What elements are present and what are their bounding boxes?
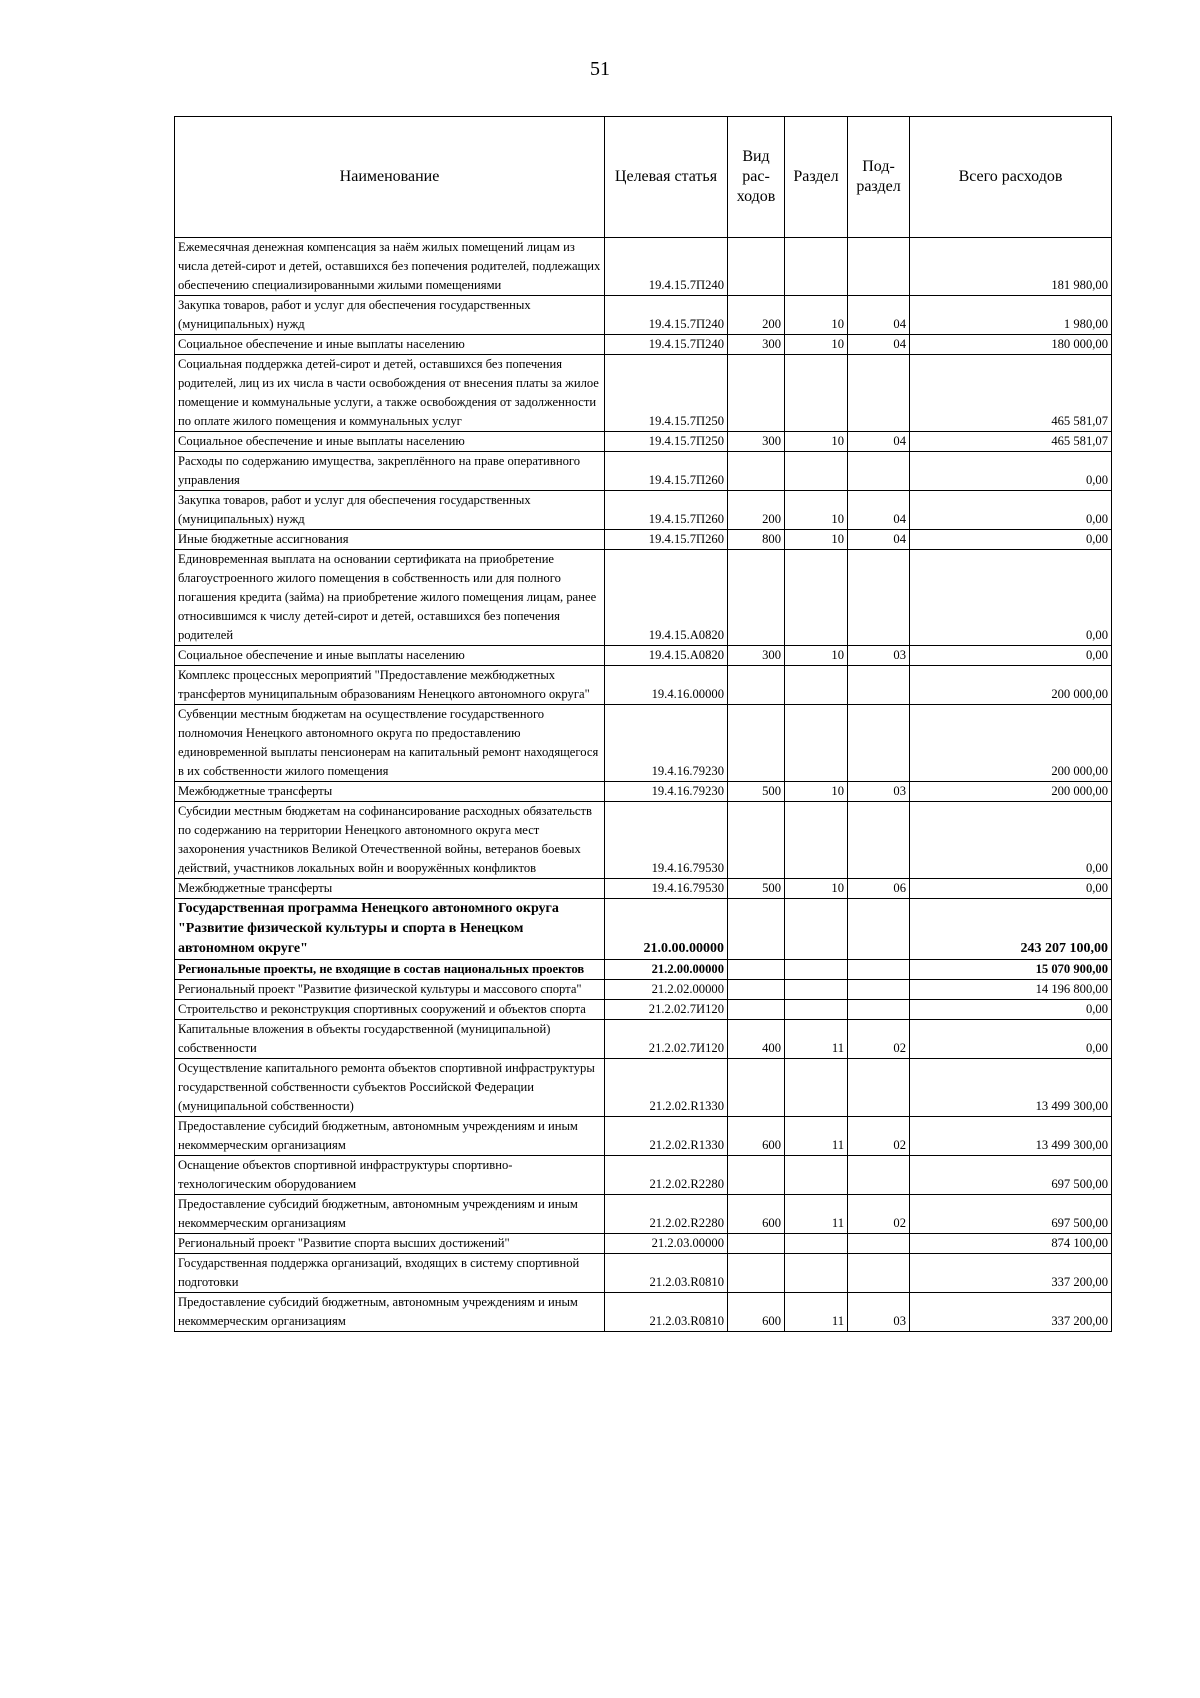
header-section: Раздел bbox=[785, 117, 848, 238]
cell-section: 10 bbox=[785, 432, 848, 452]
cell-subsection bbox=[848, 802, 910, 879]
cell-target: 19.4.15.А0820 bbox=[605, 646, 728, 666]
cell-kind: 600 bbox=[728, 1195, 785, 1234]
cell-kind bbox=[728, 238, 785, 296]
cell-target: 19.4.15.7П240 bbox=[605, 238, 728, 296]
cell-section bbox=[785, 1254, 848, 1293]
table-row bbox=[175, 530, 1112, 550]
cell-name: Субвенции местным бюджетам на осуществление государственного полномочия Ненецкого автономного округа по предоставлению единовременной выплаты пенсионерам на капитальный ремонт находящегося в их собственности жилого помещения bbox=[175, 705, 605, 782]
cell-target: 21.2.02.R1330 bbox=[605, 1059, 728, 1117]
cell-total: 465 581,07 bbox=[910, 355, 1112, 432]
cell-subsection bbox=[848, 452, 910, 491]
cell-total: 0,00 bbox=[910, 530, 1112, 550]
cell-section: 10 bbox=[785, 491, 848, 530]
table-row bbox=[175, 782, 1112, 802]
cell-section: 10 bbox=[785, 879, 848, 899]
cell-section bbox=[785, 452, 848, 491]
cell-name: Межбюджетные трансферты bbox=[175, 782, 605, 802]
cell-subsection bbox=[848, 1059, 910, 1117]
cell-section bbox=[785, 550, 848, 646]
table-row bbox=[175, 646, 1112, 666]
cell-kind: 300 bbox=[728, 432, 785, 452]
cell-target: 21.2.03.R0810 bbox=[605, 1293, 728, 1332]
cell-subsection bbox=[848, 550, 910, 646]
cell-kind bbox=[728, 960, 785, 980]
cell-name: Комплекс процессных мероприятий "Предоставление межбюджетных трансфертов муниципальным образованиям Ненецкого автономного округа" bbox=[175, 666, 605, 705]
header-name: Наименование bbox=[175, 117, 605, 238]
cell-total: 874 100,00 bbox=[910, 1234, 1112, 1254]
cell-total: 0,00 bbox=[910, 879, 1112, 899]
cell-target: 21.2.02.R2280 bbox=[605, 1195, 728, 1234]
table-row bbox=[175, 1234, 1112, 1254]
cell-kind bbox=[728, 980, 785, 1000]
cell-kind: 400 bbox=[728, 1020, 785, 1059]
cell-subsection: 03 bbox=[848, 782, 910, 802]
table-row bbox=[175, 355, 1112, 432]
cell-kind: 200 bbox=[728, 491, 785, 530]
cell-subsection: 06 bbox=[848, 879, 910, 899]
table-row bbox=[175, 1293, 1112, 1332]
cell-kind bbox=[728, 550, 785, 646]
cell-subsection: 02 bbox=[848, 1020, 910, 1059]
table-row bbox=[175, 1020, 1112, 1059]
table-row bbox=[175, 1156, 1112, 1195]
cell-total: 0,00 bbox=[910, 550, 1112, 646]
cell-name: Региональный проект "Развитие физической культуры и массового спорта" bbox=[175, 980, 605, 1000]
cell-subsection: 03 bbox=[848, 646, 910, 666]
cell-section: 10 bbox=[785, 530, 848, 550]
table-header-row bbox=[175, 117, 1112, 238]
cell-section bbox=[785, 1000, 848, 1020]
cell-total: 200 000,00 bbox=[910, 705, 1112, 782]
cell-total: 337 200,00 bbox=[910, 1254, 1112, 1293]
cell-name: Ежемесячная денежная компенсация за наём жилых помещений лицам из числа детей-сирот и детей, оставшихся без попечения родителей, подлежащих обеспечению специализированными жилыми помещениями bbox=[175, 238, 605, 296]
cell-name: Закупка товаров, работ и услуг для обеспечения государственных (муниципальных) нужд bbox=[175, 296, 605, 335]
cell-target: 19.4.16.79530 bbox=[605, 802, 728, 879]
table-row bbox=[175, 1117, 1112, 1156]
cell-name: Осуществление капитального ремонта объектов спортивной инфраструктуры государственной собственности субъектов Российской Федерации (муниципальной собственности) bbox=[175, 1059, 605, 1117]
table-row bbox=[175, 980, 1112, 1000]
cell-target: 19.4.16.79230 bbox=[605, 782, 728, 802]
table-row bbox=[175, 1059, 1112, 1117]
cell-name: Социальная поддержка детей-сирот и детей, оставшихся без попечения родителей, лиц из их числа в части освобождения от внесения платы за жилое помещение и коммунальные услуги, а также освобождения от задолженности по оплате жилого помещения и коммунальных услуг bbox=[175, 355, 605, 432]
cell-name: Субсидии местным бюджетам на софинансирование расходных обязательств по содержанию на территории Ненецкого автономного округа мест захоронения участников Великой Отечественной войны, ветеранов боевых действий, участников локальных войн и вооружённых конфликтов bbox=[175, 802, 605, 879]
cell-target: 19.4.16.79230 bbox=[605, 705, 728, 782]
cell-target: 21.2.02.7И120 bbox=[605, 1000, 728, 1020]
table-row bbox=[175, 452, 1112, 491]
header-target: Целевая статья bbox=[605, 117, 728, 238]
cell-kind: 600 bbox=[728, 1117, 785, 1156]
cell-name: Государственная поддержка организаций, входящих в систему спортивной подготовки bbox=[175, 1254, 605, 1293]
cell-subsection: 04 bbox=[848, 491, 910, 530]
cell-kind bbox=[728, 452, 785, 491]
table-row bbox=[175, 296, 1112, 335]
cell-kind: 300 bbox=[728, 335, 785, 355]
header-subsection: Под-раздел bbox=[848, 117, 910, 238]
cell-target: 21.2.02.7И120 bbox=[605, 1020, 728, 1059]
cell-name: Социальное обеспечение и иные выплаты населению bbox=[175, 335, 605, 355]
cell-kind bbox=[728, 666, 785, 705]
cell-target: 21.2.02.00000 bbox=[605, 980, 728, 1000]
cell-subsection: 04 bbox=[848, 530, 910, 550]
cell-section bbox=[785, 238, 848, 296]
cell-section: 11 bbox=[785, 1117, 848, 1156]
cell-section bbox=[785, 960, 848, 980]
table-body bbox=[175, 238, 1112, 1332]
cell-section bbox=[785, 1059, 848, 1117]
cell-kind: 300 bbox=[728, 646, 785, 666]
cell-subsection: 04 bbox=[848, 432, 910, 452]
cell-subsection bbox=[848, 1000, 910, 1020]
cell-subsection bbox=[848, 960, 910, 980]
cell-name: Капитальные вложения в объекты государственной (муниципальной) собственности bbox=[175, 1020, 605, 1059]
cell-target: 19.4.15.А0820 bbox=[605, 550, 728, 646]
cell-kind: 600 bbox=[728, 1293, 785, 1332]
cell-name: Предоставление субсидий бюджетным, автономным учреждениям и иным некоммерческим организациям bbox=[175, 1117, 605, 1156]
cell-name: Предоставление субсидий бюджетным, автономным учреждениям и иным некоммерческим организациям bbox=[175, 1195, 605, 1234]
cell-subsection bbox=[848, 238, 910, 296]
cell-name: Расходы по содержанию имущества, закреплённого на праве оперативного управления bbox=[175, 452, 605, 491]
cell-target: 19.4.15.7П260 bbox=[605, 530, 728, 550]
cell-section: 11 bbox=[785, 1195, 848, 1234]
cell-total: 15 070 900,00 bbox=[910, 960, 1112, 980]
cell-target: 19.4.15.7П240 bbox=[605, 335, 728, 355]
cell-subsection: 02 bbox=[848, 1117, 910, 1156]
cell-kind: 500 bbox=[728, 782, 785, 802]
cell-section: 10 bbox=[785, 335, 848, 355]
budget-table bbox=[174, 116, 1112, 1332]
cell-kind bbox=[728, 1234, 785, 1254]
cell-name: Межбюджетные трансферты bbox=[175, 879, 605, 899]
cell-target: 19.4.15.7П260 bbox=[605, 491, 728, 530]
cell-total: 0,00 bbox=[910, 452, 1112, 491]
cell-section: 11 bbox=[785, 1020, 848, 1059]
cell-kind bbox=[728, 705, 785, 782]
cell-total: 200 000,00 bbox=[910, 666, 1112, 705]
cell-section: 11 bbox=[785, 1293, 848, 1332]
cell-target: 19.4.15.7П260 bbox=[605, 452, 728, 491]
table-row bbox=[175, 802, 1112, 879]
cell-name: Государственная программа Ненецкого автономного округа "Развитие физической культуры и спорта в Ненецком автономном округе" bbox=[175, 899, 605, 960]
cell-total: 0,00 bbox=[910, 1000, 1112, 1020]
cell-target: 21.2.00.00000 bbox=[605, 960, 728, 980]
cell-kind: 200 bbox=[728, 296, 785, 335]
cell-target: 21.2.02.R1330 bbox=[605, 1117, 728, 1156]
table-row bbox=[175, 491, 1112, 530]
cell-name: Закупка товаров, работ и услуг для обеспечения государственных (муниципальных) нужд bbox=[175, 491, 605, 530]
cell-total: 181 980,00 bbox=[910, 238, 1112, 296]
cell-total: 180 000,00 bbox=[910, 335, 1112, 355]
table-row bbox=[175, 705, 1112, 782]
header-kind: Вид рас-ходов bbox=[728, 117, 785, 238]
cell-section: 10 bbox=[785, 782, 848, 802]
cell-target: 21.2.03.R0810 bbox=[605, 1254, 728, 1293]
cell-section bbox=[785, 666, 848, 705]
cell-subsection bbox=[848, 1234, 910, 1254]
cell-total: 13 499 300,00 bbox=[910, 1059, 1112, 1117]
cell-kind bbox=[728, 355, 785, 432]
cell-section: 10 bbox=[785, 646, 848, 666]
cell-name: Строительство и реконструкция спортивных сооружений и объектов спорта bbox=[175, 1000, 605, 1020]
cell-target: 21.2.02.R2280 bbox=[605, 1156, 728, 1195]
cell-subsection bbox=[848, 355, 910, 432]
table-row bbox=[175, 1254, 1112, 1293]
cell-name: Социальное обеспечение и иные выплаты населению bbox=[175, 432, 605, 452]
table-row bbox=[175, 1000, 1112, 1020]
cell-kind bbox=[728, 1059, 785, 1117]
table-row bbox=[175, 335, 1112, 355]
cell-name: Иные бюджетные ассигнования bbox=[175, 530, 605, 550]
cell-section bbox=[785, 355, 848, 432]
cell-total: 465 581,07 bbox=[910, 432, 1112, 452]
table-row bbox=[175, 238, 1112, 296]
cell-subsection bbox=[848, 1156, 910, 1195]
cell-name: Единовременная выплата на основании сертификата на приобретение благоустроенного жилого помещения в собственность или для полного погашения кредита (займа) на приобретение жилого помещения лицам, ранее относившимся к числу детей-сирот и детей, оставшихся без попечения родителей bbox=[175, 550, 605, 646]
cell-total: 13 499 300,00 bbox=[910, 1117, 1112, 1156]
cell-total: 14 196 800,00 bbox=[910, 980, 1112, 1000]
cell-section bbox=[785, 802, 848, 879]
cell-name: Региональные проекты, не входящие в состав национальных проектов bbox=[175, 960, 605, 980]
cell-subsection bbox=[848, 899, 910, 960]
cell-subsection: 04 bbox=[848, 335, 910, 355]
cell-name: Оснащение объектов спортивной инфраструктуры спортивно-технологическим оборудованием bbox=[175, 1156, 605, 1195]
page-number: 51 bbox=[590, 58, 610, 80]
cell-total: 697 500,00 bbox=[910, 1156, 1112, 1195]
table-row bbox=[175, 666, 1112, 705]
cell-section bbox=[785, 980, 848, 1000]
cell-name: Региональный проект "Развитие спорта высших достижений" bbox=[175, 1234, 605, 1254]
cell-kind bbox=[728, 1254, 785, 1293]
table-row bbox=[175, 550, 1112, 646]
table-row bbox=[175, 899, 1112, 960]
cell-kind bbox=[728, 1156, 785, 1195]
cell-target: 21.2.03.00000 bbox=[605, 1234, 728, 1254]
cell-subsection: 03 bbox=[848, 1293, 910, 1332]
cell-total: 200 000,00 bbox=[910, 782, 1112, 802]
table-row bbox=[175, 432, 1112, 452]
header-total: Всего расходов bbox=[910, 117, 1112, 238]
cell-target: 19.4.15.7П240 bbox=[605, 296, 728, 335]
cell-kind bbox=[728, 1000, 785, 1020]
cell-kind bbox=[728, 899, 785, 960]
cell-section bbox=[785, 1156, 848, 1195]
cell-name: Предоставление субсидий бюджетным, автономным учреждениям и иным некоммерческим организациям bbox=[175, 1293, 605, 1332]
cell-target: 19.4.16.00000 bbox=[605, 666, 728, 705]
cell-subsection: 02 bbox=[848, 1195, 910, 1234]
cell-target: 19.4.15.7П250 bbox=[605, 432, 728, 452]
cell-kind: 800 bbox=[728, 530, 785, 550]
cell-total: 337 200,00 bbox=[910, 1293, 1112, 1332]
cell-target: 21.0.00.00000 bbox=[605, 899, 728, 960]
cell-total: 697 500,00 bbox=[910, 1195, 1112, 1234]
cell-total: 0,00 bbox=[910, 646, 1112, 666]
cell-kind: 500 bbox=[728, 879, 785, 899]
cell-section: 10 bbox=[785, 296, 848, 335]
table-row bbox=[175, 879, 1112, 899]
cell-name: Социальное обеспечение и иные выплаты населению bbox=[175, 646, 605, 666]
cell-target: 19.4.16.79530 bbox=[605, 879, 728, 899]
cell-total: 0,00 bbox=[910, 802, 1112, 879]
cell-subsection bbox=[848, 666, 910, 705]
table-row bbox=[175, 960, 1112, 980]
cell-target: 19.4.15.7П250 bbox=[605, 355, 728, 432]
cell-section bbox=[785, 1234, 848, 1254]
cell-subsection: 04 bbox=[848, 296, 910, 335]
cell-total: 1 980,00 bbox=[910, 296, 1112, 335]
cell-kind bbox=[728, 802, 785, 879]
cell-subsection bbox=[848, 1254, 910, 1293]
cell-total: 243 207 100,00 bbox=[910, 899, 1112, 960]
cell-section bbox=[785, 705, 848, 782]
cell-total: 0,00 bbox=[910, 491, 1112, 530]
cell-total: 0,00 bbox=[910, 1020, 1112, 1059]
cell-subsection bbox=[848, 705, 910, 782]
cell-subsection bbox=[848, 980, 910, 1000]
cell-section bbox=[785, 899, 848, 960]
table-row bbox=[175, 1195, 1112, 1234]
